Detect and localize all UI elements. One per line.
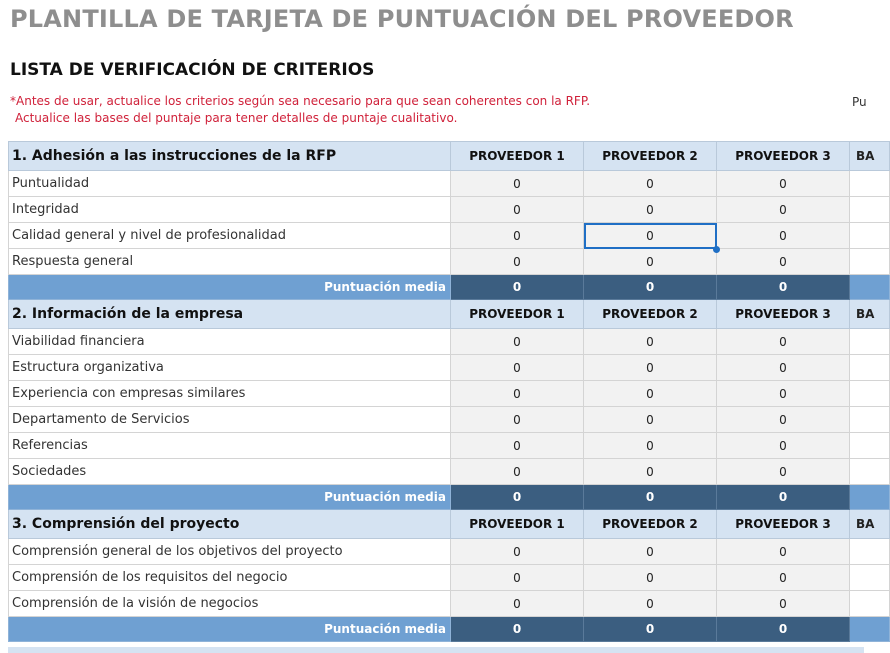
- base-cell[interactable]: [850, 249, 890, 275]
- vendor-column-header: PROVEEDOR 3: [717, 300, 850, 329]
- criteria-row: [9, 407, 890, 433]
- score-cell[interactable]: 0: [717, 171, 850, 197]
- criteria-label[interactable]: Estructura organizativa: [9, 355, 451, 381]
- base-cell[interactable]: [850, 223, 890, 249]
- criteria-row: [9, 591, 890, 617]
- criteria-label[interactable]: Experiencia con empresas similares: [9, 381, 451, 407]
- criteria-row: [9, 539, 890, 565]
- average-base-cell: [850, 485, 890, 510]
- instruction-note: Actualice las bases del puntaje para tener detalles de puntaje cualitativo.: [15, 111, 458, 125]
- average-score: 0: [584, 617, 717, 642]
- next-section-header: [8, 647, 864, 653]
- base-cell[interactable]: [850, 197, 890, 223]
- criteria-table: [8, 141, 890, 642]
- criteria-row: [9, 459, 890, 485]
- score-cell[interactable]: 0: [584, 171, 717, 197]
- side-note: Pu: [852, 95, 867, 109]
- sheet-title: PLANTILLA DE TARJETA DE PUNTUACIÓN DEL PROVEEDOR: [10, 5, 794, 33]
- score-cell[interactable]: 0: [451, 565, 584, 591]
- criteria-label[interactable]: Respuesta general: [9, 249, 451, 275]
- criteria-label[interactable]: Comprensión de la visión de negocios: [9, 591, 451, 617]
- score-cell[interactable]: 0: [717, 381, 850, 407]
- score-cell[interactable]: 0: [717, 223, 850, 249]
- criteria-label[interactable]: Comprensión general de los objetivos del proyecto: [9, 539, 451, 565]
- score-cell[interactable]: 0: [717, 329, 850, 355]
- score-cell[interactable]: 0: [717, 459, 850, 485]
- average-label: Puntuación media: [9, 275, 451, 300]
- average-score: 0: [717, 485, 850, 510]
- average-label: Puntuación media: [9, 485, 451, 510]
- base-cell[interactable]: [850, 565, 890, 591]
- criteria-row: [9, 249, 890, 275]
- criteria-row: [9, 381, 890, 407]
- base-cell[interactable]: [850, 459, 890, 485]
- vendor-column-header: PROVEEDOR 2: [584, 510, 717, 539]
- score-cell[interactable]: 0: [584, 407, 717, 433]
- score-cell[interactable]: 0: [584, 355, 717, 381]
- score-cell[interactable]: 0: [584, 591, 717, 617]
- score-cell[interactable]: 0: [451, 433, 584, 459]
- score-cell[interactable]: 0: [717, 407, 850, 433]
- score-cell[interactable]: 0: [717, 591, 850, 617]
- score-cell[interactable]: 0: [451, 591, 584, 617]
- vendor-column-header: PROVEEDOR 1: [451, 510, 584, 539]
- section-header-row: [9, 300, 890, 329]
- score-cell[interactable]: 0: [584, 539, 717, 565]
- criteria-row: [9, 197, 890, 223]
- average-score: 0: [451, 275, 584, 300]
- vendor-column-header: PROVEEDOR 1: [451, 300, 584, 329]
- criteria-label[interactable]: Sociedades: [9, 459, 451, 485]
- score-cell-selected[interactable]: 0: [584, 223, 717, 249]
- base-cell[interactable]: [850, 171, 890, 197]
- score-cell[interactable]: 0: [451, 197, 584, 223]
- base-cell[interactable]: [850, 433, 890, 459]
- vendor-column-header: PROVEEDOR 2: [584, 142, 717, 171]
- criteria-row: [9, 565, 890, 591]
- base-cell[interactable]: [850, 381, 890, 407]
- score-cell[interactable]: 0: [717, 565, 850, 591]
- score-cell[interactable]: 0: [584, 565, 717, 591]
- section-header-row: [9, 142, 890, 171]
- score-cell[interactable]: 0: [451, 407, 584, 433]
- criteria-label[interactable]: Departamento de Servicios: [9, 407, 451, 433]
- score-cell[interactable]: 0: [717, 539, 850, 565]
- criteria-row: [9, 329, 890, 355]
- vendor-column-header: PROVEEDOR 2: [584, 300, 717, 329]
- base-cell[interactable]: [850, 539, 890, 565]
- base-column-header: BA: [850, 510, 890, 539]
- average-base-cell: [850, 275, 890, 300]
- criteria-row: [9, 355, 890, 381]
- average-row: [9, 485, 890, 510]
- average-row: [9, 617, 890, 642]
- vendor-column-header: PROVEEDOR 1: [451, 142, 584, 171]
- criteria-label[interactable]: Comprensión de los requisitos del negocio: [9, 565, 451, 591]
- criteria-label[interactable]: Viabilidad financiera: [9, 329, 451, 355]
- criteria-row: [9, 171, 890, 197]
- score-cell[interactable]: 0: [584, 329, 717, 355]
- score-cell[interactable]: 0: [451, 459, 584, 485]
- base-cell[interactable]: [850, 355, 890, 381]
- criteria-label[interactable]: Integridad: [9, 197, 451, 223]
- section-header-row: [9, 510, 890, 539]
- average-score: 0: [717, 275, 850, 300]
- section-title: 2. Información de la empresa: [9, 300, 451, 329]
- score-cell[interactable]: 0: [584, 459, 717, 485]
- base-cell[interactable]: [850, 407, 890, 433]
- score-cell[interactable]: 0: [584, 433, 717, 459]
- score-cell[interactable]: 0: [451, 223, 584, 249]
- base-cell[interactable]: [850, 591, 890, 617]
- score-cell[interactable]: 0: [451, 171, 584, 197]
- selection-fill-handle[interactable]: [713, 246, 720, 253]
- average-row: [9, 275, 890, 300]
- vendor-column-header: PROVEEDOR 3: [717, 510, 850, 539]
- average-score: 0: [451, 617, 584, 642]
- average-base-cell: [850, 617, 890, 642]
- criteria-label[interactable]: Referencias: [9, 433, 451, 459]
- score-cell[interactable]: 0: [451, 249, 584, 275]
- base-column-header: BA: [850, 142, 890, 171]
- score-cell[interactable]: 0: [717, 197, 850, 223]
- criteria-label[interactable]: Calidad general y nivel de profesionalidad: [9, 223, 451, 249]
- score-cell[interactable]: 0: [717, 433, 850, 459]
- base-cell[interactable]: [850, 329, 890, 355]
- average-label: Puntuación media: [9, 617, 451, 642]
- score-cell[interactable]: 0: [451, 381, 584, 407]
- score-cell[interactable]: 0: [451, 539, 584, 565]
- score-cell[interactable]: 0: [451, 355, 584, 381]
- score-cell[interactable]: 0: [584, 381, 717, 407]
- score-cell[interactable]: 0: [584, 249, 717, 275]
- average-score: 0: [451, 485, 584, 510]
- criteria-label[interactable]: Puntualidad: [9, 171, 451, 197]
- score-cell[interactable]: 0: [451, 329, 584, 355]
- score-cell[interactable]: 0: [584, 197, 717, 223]
- score-cell[interactable]: 0: [717, 249, 850, 275]
- vendor-column-header: PROVEEDOR 3: [717, 142, 850, 171]
- instruction-note: *Antes de usar, actualice los criterios según sea necesario para que sean coherentes con la RFP.: [10, 94, 591, 108]
- section-title: 1. Adhesión a las instrucciones de la RFP: [9, 142, 451, 171]
- section-title: 3. Comprensión del proyecto: [9, 510, 451, 539]
- average-score: 0: [717, 617, 850, 642]
- base-column-header: BA: [850, 300, 890, 329]
- section-subtitle: LISTA DE VERIFICACIÓN DE CRITERIOS: [10, 60, 375, 80]
- criteria-row: [9, 223, 890, 249]
- score-cell[interactable]: 0: [717, 355, 850, 381]
- average-score: 0: [584, 485, 717, 510]
- average-score: 0: [584, 275, 717, 300]
- criteria-row: [9, 433, 890, 459]
